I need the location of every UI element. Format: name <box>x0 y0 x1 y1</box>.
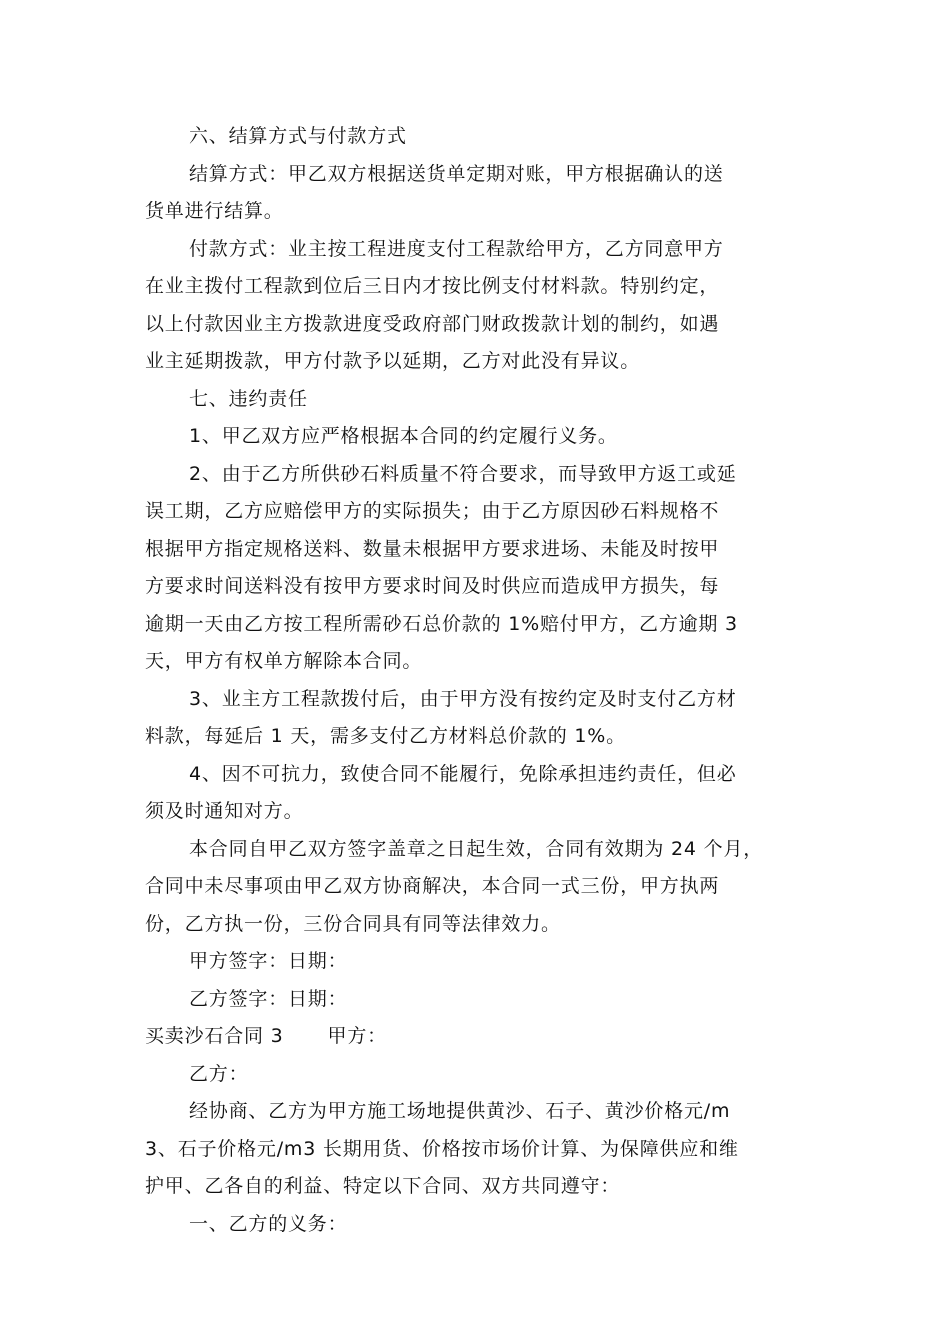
contract-3-paragraph-line: 乙方： <box>189 1062 249 1085</box>
paragraph-line: 根据甲方指定规格送料、数量未根据甲方要求进场、未能及时按甲 <box>145 537 720 560</box>
paragraph-line: 在业主拨付工程款到位后三日内才按比例支付材料款。特别约定， <box>145 275 720 297</box>
paragraph-line: 逾期一天由乙方按工程所需砂石总价款的 1%赔付甲方，乙方逾期 3 <box>145 612 738 635</box>
contract-terms-section <box>145 118 810 1018</box>
contract-3-paragraph-line: 一、乙方的义务： <box>189 1212 348 1235</box>
contract-3-party-a: 甲方： <box>327 1025 387 1047</box>
paragraph-line: 六、结算方式与付款方式 <box>189 125 407 147</box>
contract-3-paragraph-line: 护甲、乙各自的利益、特定以下合同、双方共同遵守： <box>145 1175 621 1197</box>
paragraph-line: 3、业主方工程款拨付后，由于甲方没有按约定及时支付乙方材 <box>189 687 737 710</box>
paragraph-line: 须及时通知对方。 <box>145 800 304 822</box>
paragraph-line: 份，乙方执一份，三份合同具有同等法律效力。 <box>145 912 561 935</box>
document-body <box>145 118 810 1243</box>
contract-3-section <box>145 1056 810 1244</box>
paragraph-line: 天，甲方有权单方解除本合同。 <box>145 650 423 672</box>
contract-3-paragraph-line: 经协商、乙方为甲方施工场地提供黄沙、石子、黄沙价格元/m <box>189 1100 731 1122</box>
paragraph-line: 本合同自甲乙双方签字盖章之日起生效，合同有效期为 24 个月， <box>189 837 764 860</box>
paragraph-line: 方要求时间送料没有按甲方要求时间及时供应而造成甲方损失，每 <box>145 575 720 597</box>
paragraph-line: 结算方式：甲乙双方根据送货单定期对账，甲方根据确认的送 <box>189 162 724 185</box>
contract-3-paragraph-line: 3、石子价格元/m3 长期用货、价格按市场价计算、为保障供应和维 <box>145 1137 739 1160</box>
paragraph-line: 七、违约责任 <box>189 387 308 410</box>
paragraph-line: 业主延期拨款，甲方付款予以延期，乙方对此没有异议。 <box>145 350 641 372</box>
paragraph-line: 料款，每延后 1 天，需多支付乙方材料总价款的 1%。 <box>145 725 626 747</box>
paragraph-line: 1、甲乙双方应严格根据本合同的约定履行义务。 <box>189 425 618 447</box>
paragraph-line: 付款方式：业主按工程进度支付工程款给甲方，乙方同意甲方 <box>189 237 724 260</box>
contract-3-heading-line <box>145 1018 810 1056</box>
paragraph-line: 合同中未尽事项由甲乙双方协商解决，本合同一式三份，甲方执两 <box>145 875 720 897</box>
paragraph-line: 货单进行结算。 <box>145 200 284 222</box>
paragraph-line: 误工期，乙方应赔偿甲方的实际损失；由于乙方原因砂石料规格不 <box>145 500 720 522</box>
paragraph-line: 乙方签字：日期： <box>189 987 348 1010</box>
paragraph-line: 4、因不可抗力，致使合同不能履行，免除承担违约责任，但必 <box>189 762 737 785</box>
paragraph-line: 甲方签字：日期： <box>189 950 348 972</box>
paragraph-line: 2、由于乙方所供砂石料质量不符合要求，而导致甲方返工或延 <box>189 462 737 485</box>
paragraph-line: 以上付款因业主方拨款进度受政府部门财政拨款计划的制约，如遇 <box>145 312 720 335</box>
contract-3-title: 买卖沙石合同 3 <box>145 1025 284 1047</box>
